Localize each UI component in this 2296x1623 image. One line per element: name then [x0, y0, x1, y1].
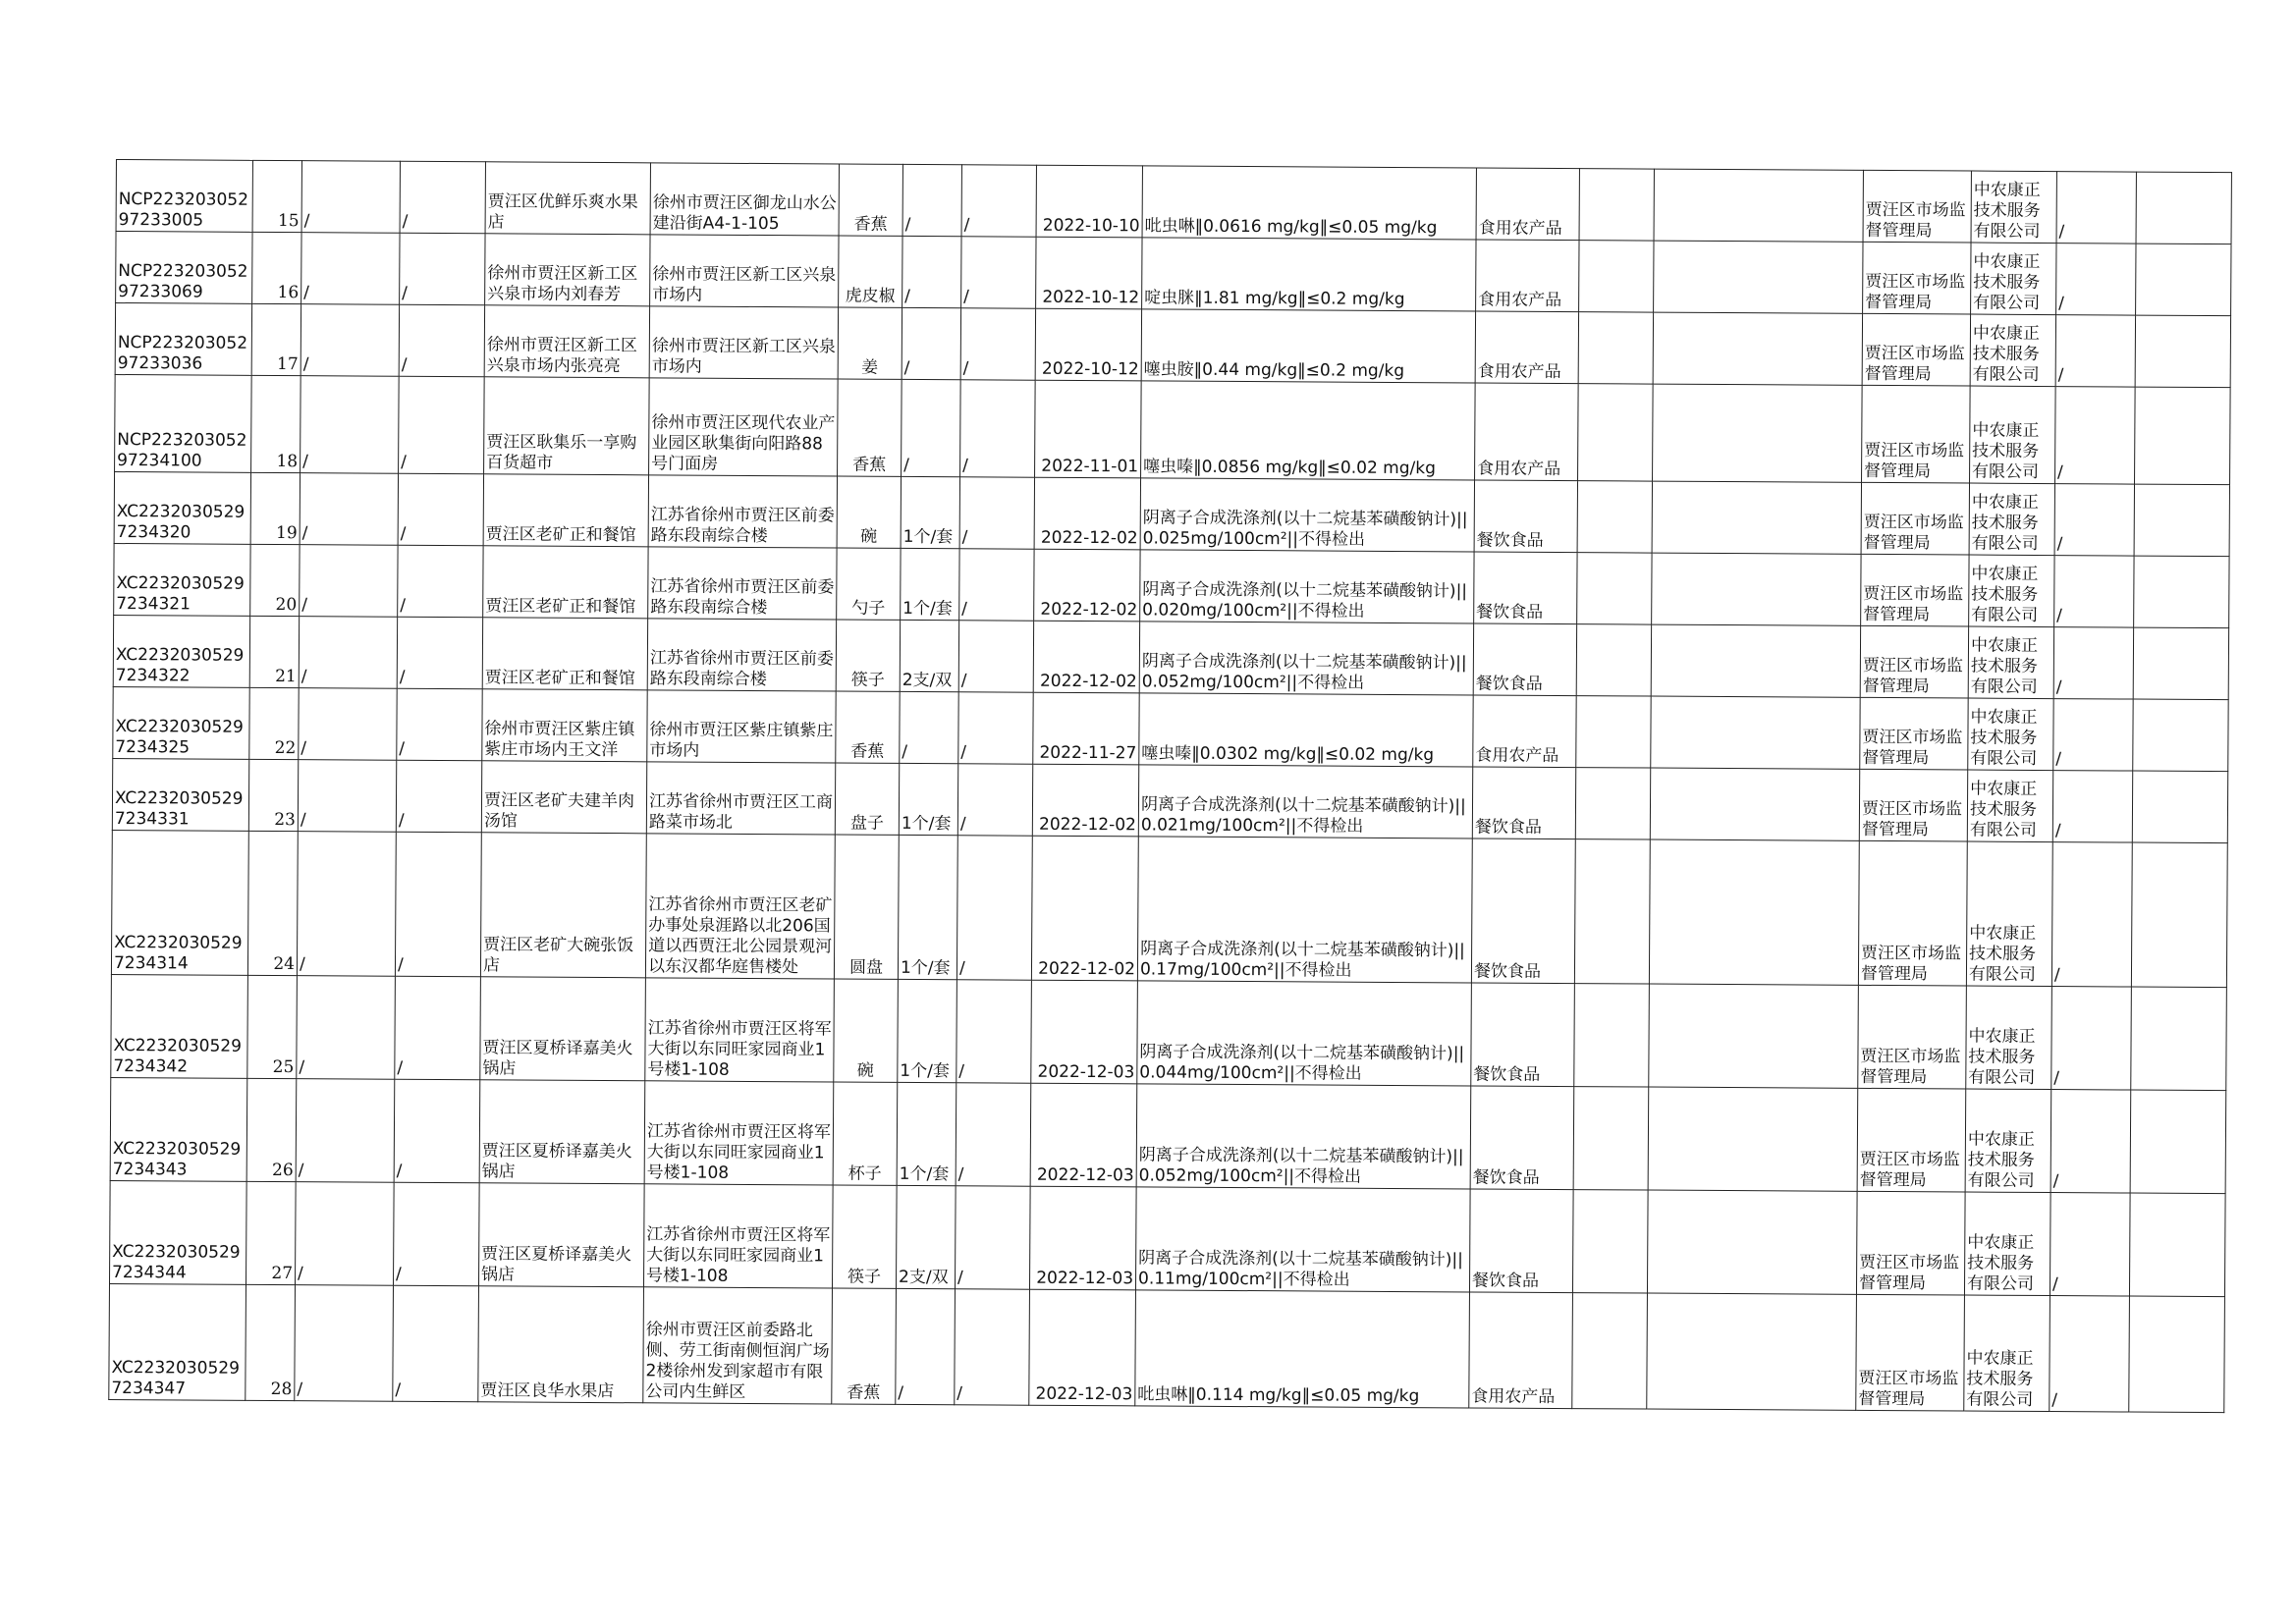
failed-item-cell: 阴离子合成洗涤剂(以十二烷基苯磺酸钠计)||0.052mg/100cm²||不得检出: [1139, 622, 1473, 695]
agency-cell: 贾汪区市场监督管理局: [1861, 554, 1969, 626]
specification-cell: 1个/套: [901, 548, 959, 620]
producer-address-cell: /: [393, 1182, 479, 1286]
category-cell: 餐饮食品: [1471, 983, 1575, 1087]
serial-number-cell: 17: [251, 303, 301, 375]
blank-cell: [1647, 1190, 1857, 1294]
lab-cell: 中农康正技术服务有限公司: [1969, 483, 2054, 556]
agency-cell: 贾汪区市场监督管理局: [1859, 769, 1967, 841]
sample-code-cell: NCP22320305297233005: [116, 160, 252, 233]
agency-cell: 贾汪区市场监督管理局: [1858, 985, 1967, 1089]
category-cell: 餐饮食品: [1474, 480, 1577, 553]
agency-cell: 贾汪区市场监督管理局: [1861, 482, 1969, 555]
serial-number-cell: 21: [249, 616, 299, 687]
operator-address-cell: 徐州市贾汪区现代农业产业园区耿集街向阳路88号门面房: [649, 378, 839, 476]
brand-cell: /: [960, 308, 1035, 380]
brand-cell: /: [961, 165, 1036, 237]
blank-cell: [1578, 384, 1654, 481]
food-name-cell: 筷子: [836, 620, 900, 691]
serial-number-cell: 16: [252, 232, 301, 303]
blank-cell: [1577, 553, 1652, 624]
operator-address-cell: 江苏省徐州市贾汪区前委路东段南综合楼: [647, 619, 836, 691]
operator-name-cell: 贾汪区耿集乐一享购百货超市: [484, 377, 650, 475]
blank-cell: [1575, 768, 1650, 839]
food-name-cell: 杯子: [833, 1082, 898, 1185]
blank-cell: [2136, 243, 2231, 316]
remark-cell: /: [2055, 315, 2135, 387]
blank-cell: [1572, 1293, 1648, 1409]
production-date-cell: 2022-10-10: [1036, 165, 1142, 238]
specification-cell: 2支/双: [896, 1185, 956, 1288]
brand-cell: /: [958, 692, 1033, 764]
failed-item-cell: 阴离子合成洗涤剂(以十二烷基苯磺酸钠计)||0.044mg/100cm²||不得检出: [1137, 981, 1472, 1086]
food-name-cell: 香蕉: [839, 164, 902, 236]
table-row: [110, 1180, 2226, 1296]
remark-cell: /: [2053, 699, 2133, 771]
producer-address-cell: /: [398, 545, 483, 618]
remark-cell: /: [2050, 1193, 2130, 1296]
serial-number-cell: 28: [246, 1284, 296, 1400]
remark-cell: /: [2054, 556, 2134, 627]
serial-number-cell: 25: [247, 975, 298, 1078]
specification-cell: 1个/套: [899, 763, 957, 835]
brand-cell: /: [955, 1186, 1030, 1289]
production-date-cell: 2022-12-02: [1032, 764, 1138, 837]
lab-cell: 中农康正技术服务有限公司: [1964, 1192, 2050, 1296]
producer-address-cell: /: [396, 760, 481, 833]
producer-name-cell: /: [301, 376, 400, 474]
failed-item-cell: 吡虫啉‖0.0616 mg/kg‖≤0.05 mg/kg: [1142, 166, 1476, 240]
food-name-cell: 香蕉: [838, 379, 902, 476]
table-row: [116, 232, 2231, 316]
producer-name-cell: /: [299, 617, 397, 689]
serial-number-cell: 15: [252, 160, 301, 232]
production-date-cell: 2022-11-27: [1033, 692, 1139, 765]
lab-cell: 中农康正技术服务有限公司: [1971, 243, 2056, 315]
specification-cell: 1个/套: [898, 835, 957, 979]
operator-address-cell: 徐州市贾汪区新工区兴泉市场内: [649, 306, 838, 379]
blank-cell: [2133, 699, 2228, 772]
remark-cell: /: [2054, 484, 2134, 556]
operator-address-cell: 徐州市贾汪区前委路北侧、劳工街南侧恒润广场2楼徐州发到家超市有限公司内生鲜区: [643, 1287, 833, 1404]
category-cell: 餐饮食品: [1474, 552, 1577, 624]
blank-cell: [2132, 771, 2227, 843]
producer-address-cell: /: [399, 376, 485, 474]
lab-cell: 中农康正技术服务有限公司: [1968, 698, 2053, 771]
producer-name-cell: /: [297, 832, 396, 977]
blank-cell: [2130, 1090, 2226, 1194]
specification-cell: /: [902, 164, 961, 236]
production-date-cell: 2022-12-03: [1029, 1186, 1136, 1290]
food-name-cell: 香蕉: [832, 1288, 897, 1404]
specification-cell: /: [900, 691, 958, 763]
agency-cell: 贾汪区市场监督管理局: [1856, 1294, 1965, 1411]
brand-cell: /: [957, 764, 1032, 836]
category-cell: 餐饮食品: [1472, 767, 1575, 839]
producer-name-cell: /: [298, 760, 396, 833]
sample-code-cell: XC22320305297234342: [111, 974, 248, 1078]
blank-cell: [2131, 842, 2227, 988]
specification-cell: /: [902, 307, 960, 379]
sample-code-cell: XC22320305297234344: [110, 1180, 247, 1284]
category-cell: 食用农产品: [1469, 1292, 1573, 1409]
blank-cell: [1572, 1190, 1648, 1293]
table-row: [115, 303, 2230, 388]
operator-address-cell: 江苏省徐州市贾汪区前委路东段南综合楼: [648, 547, 837, 620]
producer-name-cell: /: [297, 976, 396, 1080]
blank-cell: [2134, 556, 2229, 628]
blank-cell: [1653, 384, 1863, 482]
blank-cell: [1652, 553, 1861, 625]
blank-cell: [1649, 839, 1859, 985]
specification-cell: 1个/套: [901, 476, 959, 548]
brand-cell: /: [959, 549, 1034, 621]
lab-cell: 中农康正技术服务有限公司: [1970, 386, 2056, 484]
remark-cell: /: [2055, 387, 2136, 484]
blank-cell: [1577, 481, 1652, 553]
agency-cell: 贾汪区市场监督管理局: [1856, 1191, 1965, 1295]
producer-address-cell: /: [397, 617, 482, 689]
agency-cell: 贾汪区市场监督管理局: [1857, 1088, 1966, 1192]
remark-cell: /: [2050, 1090, 2131, 1193]
table-row: [115, 374, 2231, 484]
blank-cell: [1574, 984, 1650, 1087]
operator-name-cell: 贾汪区老矿正和餐馆: [483, 546, 648, 619]
blank-cell: [1651, 624, 1860, 697]
food-name-cell: 碗: [834, 979, 899, 1082]
sample-code-cell: NCP22320305297233069: [116, 232, 252, 304]
food-name-cell: 筷子: [832, 1185, 897, 1288]
table-row: [114, 543, 2229, 627]
blank-cell: [1652, 481, 1861, 554]
serial-number-cell: 18: [251, 375, 301, 472]
agency-cell: 贾汪区市场监督管理局: [1862, 313, 1970, 386]
lab-cell: 中农康正技术服务有限公司: [1966, 841, 2052, 987]
lab-cell: 中农康正技术服务有限公司: [1965, 1089, 2051, 1193]
sample-code-cell: XC22320305297234314: [111, 830, 248, 975]
remark-cell: /: [2053, 627, 2133, 699]
blank-cell: [1650, 768, 1859, 840]
food-name-cell: 勺子: [837, 548, 901, 620]
lab-cell: 中农康正技术服务有限公司: [1967, 770, 2052, 842]
production-date-cell: 2022-10-12: [1036, 237, 1142, 309]
sample-code-cell: NCP22320305297234100: [115, 374, 252, 472]
table-row: [112, 758, 2227, 842]
production-date-cell: 2022-10-12: [1035, 308, 1141, 381]
brand-cell: /: [959, 477, 1034, 549]
food-name-cell: 姜: [838, 307, 902, 379]
specification-cell: 1个/套: [898, 979, 957, 1082]
blank-cell: [1654, 169, 1863, 242]
serial-number-cell: 22: [249, 687, 299, 759]
sample-code-cell: XC22320305297234320: [114, 471, 250, 544]
food-name-cell: 碗: [837, 476, 901, 548]
production-date-cell: 2022-12-02: [1034, 549, 1140, 622]
producer-name-cell: /: [295, 1285, 394, 1402]
agency-cell: 贾汪区市场监督管理局: [1862, 385, 1971, 483]
production-date-cell: 2022-11-01: [1035, 380, 1142, 478]
table-body: [109, 160, 2232, 1413]
producer-address-cell: /: [398, 473, 483, 546]
blank-cell: [1579, 241, 1654, 312]
blank-cell: [1574, 839, 1650, 984]
operator-name-cell: 贾汪区老矿正和餐馆: [482, 618, 647, 690]
producer-address-cell: /: [395, 832, 481, 977]
operator-address-cell: 江苏省徐州市贾汪区将军大街以东同旺家园商业1号楼1-108: [643, 1184, 833, 1288]
producer-name-cell: /: [300, 473, 398, 546]
operator-address-cell: 江苏省徐州市贾汪区前委路东段南综合楼: [648, 475, 837, 548]
lab-cell: 中农康正技术服务有限公司: [1968, 626, 2053, 699]
brand-cell: /: [961, 237, 1036, 308]
table-row: [114, 471, 2229, 556]
category-cell: 餐饮食品: [1470, 1086, 1574, 1190]
operator-name-cell: 徐州市贾汪区新工区兴泉市场内张亮亮: [484, 305, 649, 378]
producer-name-cell: /: [301, 233, 400, 305]
brand-cell: /: [957, 980, 1032, 1083]
production-date-cell: 2022-12-02: [1033, 621, 1139, 693]
operator-address-cell: 徐州市贾汪区新工区兴泉市场内: [650, 235, 839, 307]
food-name-cell: 香蕉: [836, 691, 900, 763]
agency-cell: 贾汪区市场监督管理局: [1860, 697, 1968, 770]
sample-code-cell: XC22320305297234347: [109, 1283, 246, 1400]
remark-cell: /: [2051, 987, 2132, 1090]
blank-cell: [2129, 1193, 2225, 1297]
blank-cell: [1653, 312, 1862, 385]
failed-item-cell: 阴离子合成洗涤剂(以十二烷基苯磺酸钠计)||0.11mg/100cm²||不得检出: [1135, 1187, 1470, 1292]
blank-cell: [2133, 627, 2228, 700]
brand-cell: /: [955, 1289, 1030, 1405]
serial-number-cell: 24: [247, 831, 298, 975]
producer-name-cell: /: [300, 545, 398, 618]
blank-cell: [2135, 315, 2230, 388]
sample-code-cell: XC22320305297234331: [112, 758, 248, 831]
remark-cell: /: [2056, 172, 2136, 243]
failed-item-cell: 阴离子合成洗涤剂(以十二烷基苯磺酸钠计)||0.020mg/100cm²||不得检出: [1140, 550, 1474, 623]
producer-address-cell: /: [400, 233, 485, 305]
failed-item-cell: 噻虫嗪‖0.0856 mg/kg‖≤0.02 mg/kg: [1141, 381, 1476, 480]
failed-item-cell: 噻虫嗪‖0.0302 mg/kg‖≤0.02 mg/kg: [1139, 693, 1473, 767]
serial-number-cell: 23: [248, 759, 298, 831]
table-row: [113, 686, 2228, 771]
operator-address-cell: 江苏省徐州市贾汪区老矿办事处泉涯路以北206国道以西贾汪北公园景观河以东汉都华庭售楼处: [645, 834, 835, 979]
blank-cell: [1647, 1293, 1857, 1410]
category-cell: 餐饮食品: [1469, 1189, 1573, 1293]
blank-cell: [1649, 984, 1859, 1088]
producer-address-cell: /: [395, 976, 481, 1080]
specification-cell: 1个/套: [897, 1082, 957, 1185]
agency-cell: 贾汪区市场监督管理局: [1858, 840, 1967, 986]
table-row: [116, 160, 2231, 244]
sample-code-cell: XC22320305297234343: [110, 1077, 247, 1181]
food-name-cell: 圆盘: [834, 835, 899, 979]
serial-number-cell: 20: [250, 544, 300, 616]
blank-cell: [1578, 312, 1653, 384]
operator-name-cell: 贾汪区夏桥译嘉美火锅店: [478, 1183, 644, 1287]
production-date-cell: 2022-12-03: [1031, 980, 1138, 1084]
category-cell: 食用农产品: [1475, 383, 1579, 481]
producer-address-cell: /: [397, 688, 482, 761]
operator-name-cell: 徐州市贾汪区新工区兴泉市场内刘春芳: [485, 234, 650, 306]
blank-cell: [2134, 484, 2229, 557]
blank-cell: [1573, 1087, 1649, 1190]
blank-cell: [1576, 624, 1651, 696]
agency-cell: 贾汪区市场监督管理局: [1863, 170, 1971, 243]
operator-address-cell: 江苏省徐州市贾汪区将军大街以东同旺家园商业1号楼1-108: [645, 978, 835, 1082]
remark-cell: /: [2051, 842, 2132, 987]
production-date-cell: 2022-12-03: [1030, 1083, 1137, 1187]
producer-address-cell: /: [394, 1079, 480, 1183]
serial-number-cell: 27: [246, 1181, 296, 1284]
lab-cell: 中农康正技术服务有限公司: [1969, 555, 2054, 627]
brand-cell: /: [956, 1083, 1031, 1186]
lab-cell: 中农康正技术服务有限公司: [1966, 986, 2052, 1090]
food-name-cell: 盘子: [835, 763, 899, 835]
sample-code-cell: XC22320305297234322: [113, 615, 249, 687]
table-row: [110, 1077, 2226, 1193]
results-table: [108, 159, 2232, 1413]
blank-cell: [1576, 696, 1651, 768]
category-cell: 食用农产品: [1475, 311, 1578, 384]
agency-cell: 贾汪区市场监督管理局: [1860, 625, 1968, 698]
blank-cell: [2131, 987, 2227, 1091]
operator-name-cell: 贾汪区优鲜乐爽水果店: [485, 162, 650, 235]
food-name-cell: 虎皮椒: [839, 236, 902, 307]
category-cell: 食用农产品: [1476, 240, 1579, 312]
lab-cell: 中农康正技术服务有限公司: [1971, 171, 2056, 243]
operator-name-cell: 贾汪区夏桥译嘉美火锅店: [480, 977, 646, 1081]
specification-cell: /: [896, 1288, 956, 1404]
producer-address-cell: /: [400, 161, 485, 234]
category-cell: 食用农产品: [1473, 695, 1576, 768]
blank-cell: [1654, 241, 1863, 313]
brand-cell: /: [960, 380, 1036, 477]
failed-item-cell: 阴离子合成洗涤剂(以十二烷基苯磺酸钠计)||0.021mg/100cm²||不得检出: [1138, 765, 1472, 839]
specification-cell: /: [902, 379, 961, 476]
agency-cell: 贾汪区市场监督管理局: [1863, 242, 1971, 314]
operator-name-cell: 贾汪区老矿夫建羊肉汤馆: [481, 761, 646, 834]
operator-address-cell: 江苏省徐州市贾汪区将军大街以东同旺家园商业1号楼1-108: [644, 1081, 834, 1185]
failed-item-cell: 阴离子合成洗涤剂(以十二烷基苯磺酸钠计)||0.025mg/100cm²||不得检出: [1140, 478, 1474, 552]
operator-name-cell: 徐州市贾汪区紫庄镇紫庄市场内王文洋: [482, 689, 647, 762]
blank-cell: [2135, 387, 2231, 485]
brand-cell: /: [957, 836, 1032, 980]
blank-cell: [1579, 169, 1654, 241]
category-cell: 餐饮食品: [1471, 839, 1575, 984]
operator-name-cell: 贾汪区夏桥译嘉美火锅店: [479, 1080, 645, 1184]
table-row: [113, 615, 2228, 699]
failed-item-cell: 啶虫脒‖1.81 mg/kg‖≤0.2 mg/kg: [1142, 238, 1476, 311]
failed-item-cell: 噻虫胺‖0.44 mg/kg‖≤0.2 mg/kg: [1141, 309, 1475, 383]
serial-number-cell: 26: [246, 1078, 297, 1181]
blank-cell: [1648, 1087, 1858, 1191]
failed-item-cell: 阴离子合成洗涤剂(以十二烷基苯磺酸钠计)||0.052mg/100cm²||不得检出: [1136, 1084, 1471, 1189]
lab-cell: 中农康正技术服务有限公司: [1964, 1295, 2050, 1412]
blank-cell: [2129, 1296, 2225, 1413]
operator-address-cell: 徐州市贾汪区御龙山水公建沿街A4-1-105: [650, 163, 839, 236]
operator-address-cell: 徐州市贾汪区紫庄镇紫庄市场内: [647, 690, 836, 763]
table-row: [109, 1283, 2225, 1412]
blank-cell: [2136, 172, 2231, 244]
table-row: [111, 830, 2227, 987]
lab-cell: 中农康正技术服务有限公司: [1970, 314, 2055, 387]
producer-name-cell: /: [296, 1079, 395, 1183]
specification-cell: /: [902, 236, 961, 307]
remark-cell: /: [2056, 243, 2136, 315]
operator-name-cell: 贾汪区良华水果店: [478, 1286, 644, 1403]
category-cell: 餐饮食品: [1473, 623, 1576, 696]
producer-name-cell: /: [301, 304, 399, 377]
remark-cell: /: [2050, 1296, 2130, 1412]
producer-name-cell: /: [295, 1182, 394, 1286]
production-date-cell: 2022-12-03: [1029, 1289, 1136, 1406]
specification-cell: 2支/双: [900, 620, 958, 691]
production-date-cell: 2022-12-02: [1031, 836, 1138, 981]
operator-address-cell: 江苏省徐州市贾汪区工商路菜市场北: [646, 762, 835, 835]
sample-code-cell: XC22320305297234325: [113, 686, 249, 759]
brand-cell: /: [958, 621, 1033, 692]
producer-name-cell: /: [301, 161, 400, 234]
producer-address-cell: /: [393, 1285, 479, 1402]
sample-code-cell: NCP22320305297233036: [115, 303, 251, 376]
table-row: [111, 974, 2227, 1090]
category-cell: 食用农产品: [1476, 168, 1579, 241]
sample-code-cell: XC22320305297234321: [114, 543, 250, 616]
producer-name-cell: /: [299, 688, 397, 761]
operator-name-cell: 贾汪区老矿大碗张饭店: [480, 833, 646, 978]
operator-name-cell: 贾汪区老矿正和餐馆: [483, 474, 648, 547]
blank-cell: [1651, 696, 1860, 769]
failed-item-cell: 吡虫啉‖0.114 mg/kg‖≤0.05 mg/kg: [1135, 1290, 1470, 1408]
producer-address-cell: /: [399, 304, 484, 377]
production-date-cell: 2022-12-02: [1034, 477, 1140, 550]
serial-number-cell: 19: [250, 472, 300, 544]
remark-cell: /: [2052, 771, 2132, 842]
failed-item-cell: 阴离子合成洗涤剂(以十二烷基苯磺酸钠计)||0.17mg/100cm²||不得检出: [1137, 837, 1472, 983]
